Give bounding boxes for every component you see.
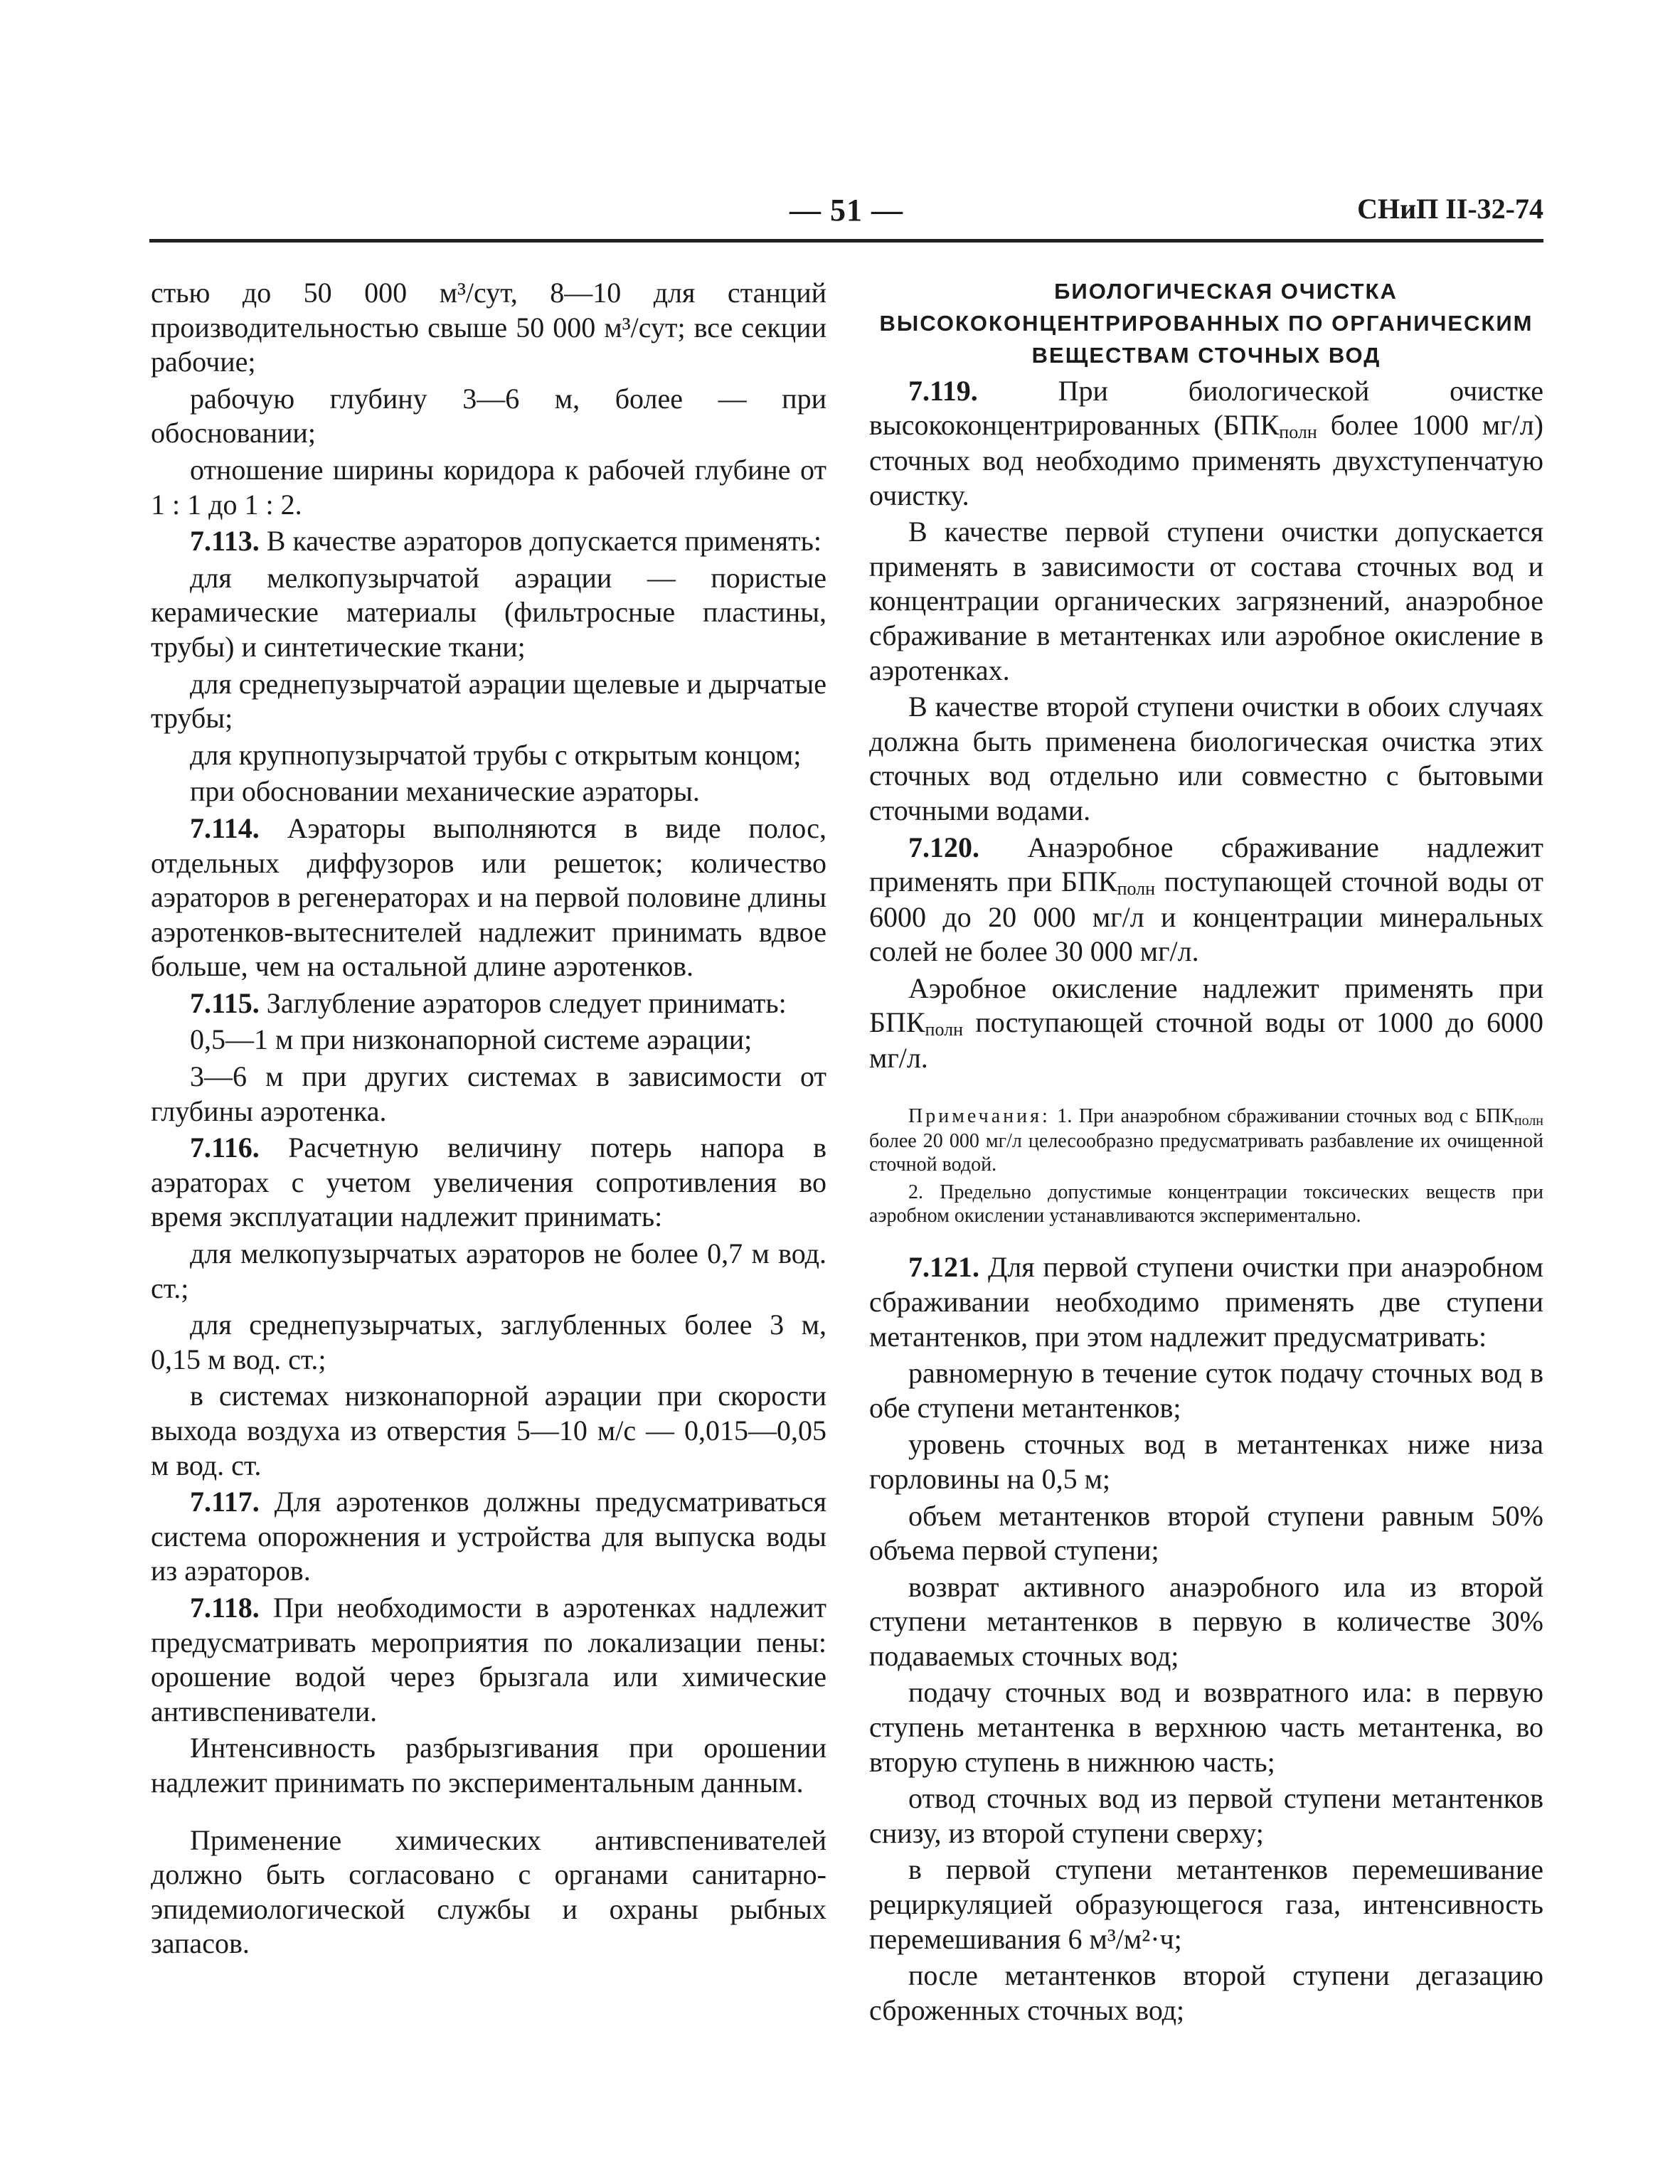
clause-number: 7.113.	[190, 525, 260, 558]
note-1	[869, 1104, 1543, 1177]
note-label: Примечания:	[908, 1104, 1051, 1127]
clause-text: Анаэробное сбраживание надлежит применять при БПК	[869, 831, 1543, 898]
clause-text: Заглубление аэраторов следует принимать:	[259, 986, 787, 1019]
subscript: полн	[925, 1019, 964, 1040]
clause-number: 7.120.	[908, 831, 979, 863]
clause-7-115	[151, 986, 826, 1021]
paragraph: для мелкопузырчатых аэраторов не более 0,7 м вод. ст.;	[151, 1237, 826, 1304]
left-column	[151, 276, 826, 1964]
paragraph: отвод сточных вод из первой ступени метантенков снизу, из второй ступени сверху;	[869, 1782, 1543, 1849]
paragraph: для среднепузырчатых, заглубленных более 3 м, 0,15 м вод. ст.;	[151, 1309, 826, 1375]
subscript: полн	[1117, 878, 1156, 900]
paragraph: равномерную в течение суток подачу сточных вод в обе ступени метантенков;	[869, 1357, 1543, 1424]
clause-number: 7.114.	[190, 811, 260, 844]
paragraph: после метантенков второй ступени дегазацию сброженных сточных вод;	[869, 1959, 1543, 2026]
clause-text: Для первой ступени очистки при анаэробном сбраживании необходимо применять две ступени метантенков, при этом надлежит предусматривать:	[869, 1251, 1543, 1353]
document-code: СНиП II-32-74	[1357, 193, 1543, 225]
subscript: полн	[1279, 422, 1317, 443]
clause-7-118	[151, 1591, 826, 1729]
paragraph	[869, 971, 1543, 1076]
clause-text: Расчетную величину потерь напора в аэраторах с учетом увеличения сопротивления во время эксплуатации надлежит принимать:	[151, 1131, 826, 1233]
clause-number: 7.115.	[190, 986, 260, 1019]
paragraph: уровень сточных вод в метантенках ниже низа горловины на 0,5 м;	[869, 1428, 1543, 1495]
clause-text: При биологической очистке высококонцентрированных (БПК	[869, 374, 1543, 442]
paragraph: 3—6 м при других системах в зависимости от глубины аэротенка.	[151, 1060, 826, 1127]
clause-text: Аэраторы выполняются в виде полос, отдельных диффузоров или решеток; количество аэраторов в регенераторах и на первой половине длины аэротенков-вытеснителей надлежит принимать вдвое больше, чем на остальной длине аэротенков.	[151, 811, 826, 983]
paragraph-text: поступающей сточной воды от 1000 до 6000 мг/л.	[869, 1006, 1543, 1075]
paragraph: подачу сточных вод и возвратного ила: в первую ступень метантенка в верхнюю часть метантенка, во вторую ступень в нижнюю часть;	[869, 1676, 1543, 1778]
page-header	[149, 192, 1543, 235]
paragraph: В качестве первой ступени очистки допускается применять в зависимости от состава сточных вод и концентрации органических загрязнений, анаэробное сбраживание в метантенках или аэробное окисление в аэротенках.	[869, 516, 1543, 686]
paragraph-text: Аэробное окисление надлежит применять при БПК	[869, 971, 1543, 1039]
paragraph: возврат активного анаэробного ила из второй ступени метантенков в первую в количестве 30% подаваемых сточных вод;	[869, 1570, 1543, 1672]
clause-number: 7.118.	[190, 1591, 260, 1624]
clause-7-119	[869, 374, 1543, 513]
paragraph: в системах низконапорной аэрации при скорости выхода воздуха из отверстия 5—10 м/с — 0,015—0,05 м вод. ст.	[151, 1380, 826, 1481]
clause-text: Для аэротенков должны предусматриваться система опорожнения и устройства для выпуска воды из аэраторов.	[151, 1486, 826, 1587]
clause-text: более 1000 мг/л) сточных вод необходимо применять двухступенчатую очистку.	[869, 409, 1544, 511]
clause-text: При необходимости в аэротенках надлежит предусматривать мероприятия по локализации пены: орошение водой через брызгала или химические антивспениватели.	[151, 1591, 826, 1727]
clause-number: 7.116.	[190, 1131, 260, 1164]
note-text: 1. При анаэробном сбраживании сточных вод с БПК	[1050, 1104, 1514, 1127]
header-rule	[149, 239, 1543, 243]
clause-number: 7.121.	[908, 1251, 979, 1284]
clause-text: В качестве аэраторов допускается применять:	[259, 525, 822, 558]
paragraph: в первой ступени метантенков перемешивание рециркуляцией образующегося газа, интенсивность перемешивания 6 м³/м²·ч;	[869, 1853, 1543, 1955]
clause-7-114	[151, 811, 826, 984]
clause-text: поступающей сточной воды от 6000 до 20 000 мг/л и концентрации минеральных солей не более 30 000 мг/л.	[869, 865, 1543, 968]
page-number: — 51 —	[790, 193, 903, 228]
notes-block	[869, 1104, 1543, 1228]
note-text: более 20 000 мг/л целесообразно предусматривать разбавление их очищенной сточной водой.	[869, 1130, 1543, 1176]
paragraph: отношение ширины коридора к рабочей глубине от 1 : 1 до 1 : 2.	[151, 453, 826, 521]
paragraph: для среднепузырчатой аэрации щелевые и дырчатые трубы;	[151, 667, 826, 735]
paragraph: рабочую глубину 3—6 м, более — при обосновании;	[151, 382, 826, 449]
paragraph: для мелкопузырчатой аэрации — пористые керамические материалы (фильтросные пластины, трубы) и синтетические ткани;	[151, 561, 826, 663]
clause-7-121	[869, 1250, 1543, 1354]
note-2: 2. Предельно допустимые концентрации токсических веществ при аэробном окислении устанавливаются экспериментально.	[869, 1181, 1543, 1227]
clause-7-117	[151, 1485, 826, 1589]
paragraph: 0,5—1 м при низконапорной системе аэрации;	[190, 1023, 753, 1056]
paragraph: Применение химических антивспенивателей должно быть согласовано с органами санитарно-эпидемиологической службы и охраны рыбных запасов.	[151, 1823, 826, 1960]
subscript: полн	[1514, 1112, 1543, 1129]
clause-7-120	[869, 831, 1543, 969]
paragraph: Интенсивность разбрызгивания при орошении надлежит принимать по экспериментальным данным.	[151, 1732, 826, 1799]
paragraph: при обосновании механические аэраторы.	[190, 775, 700, 808]
section-heading: БИОЛОГИЧЕСКАЯ ОЧИСТКА ВЫСОКОКОНЦЕНТРИРОВАННЫХ ПО ОРГАНИЧЕСКИМ ВЕЩЕСТВАМ СТОЧНЫХ ВОД	[879, 279, 1533, 368]
paragraph: объем метантенков второй ступени равным 50% объема первой ступени;	[869, 1499, 1543, 1567]
right-column	[869, 276, 1543, 2030]
clause-number: 7.119.	[908, 374, 978, 407]
paragraph: для крупнопузырчатой трубы с открытым концом;	[190, 738, 802, 771]
clause-7-116	[151, 1131, 826, 1235]
paragraph: В качестве второй ступени очистки в обоих случаях должна быть применена биологическая очистка этих сточных вод отдельно или совместно с бытовыми сточными водами.	[869, 691, 1543, 826]
clause-7-113	[151, 524, 826, 559]
paragraph: стью до 50 000 м³/сут, 8—10 для станций производительностью свыше 50 000 м³/сут; все секции рабочие;	[151, 277, 826, 378]
clause-number: 7.117.	[190, 1486, 260, 1518]
